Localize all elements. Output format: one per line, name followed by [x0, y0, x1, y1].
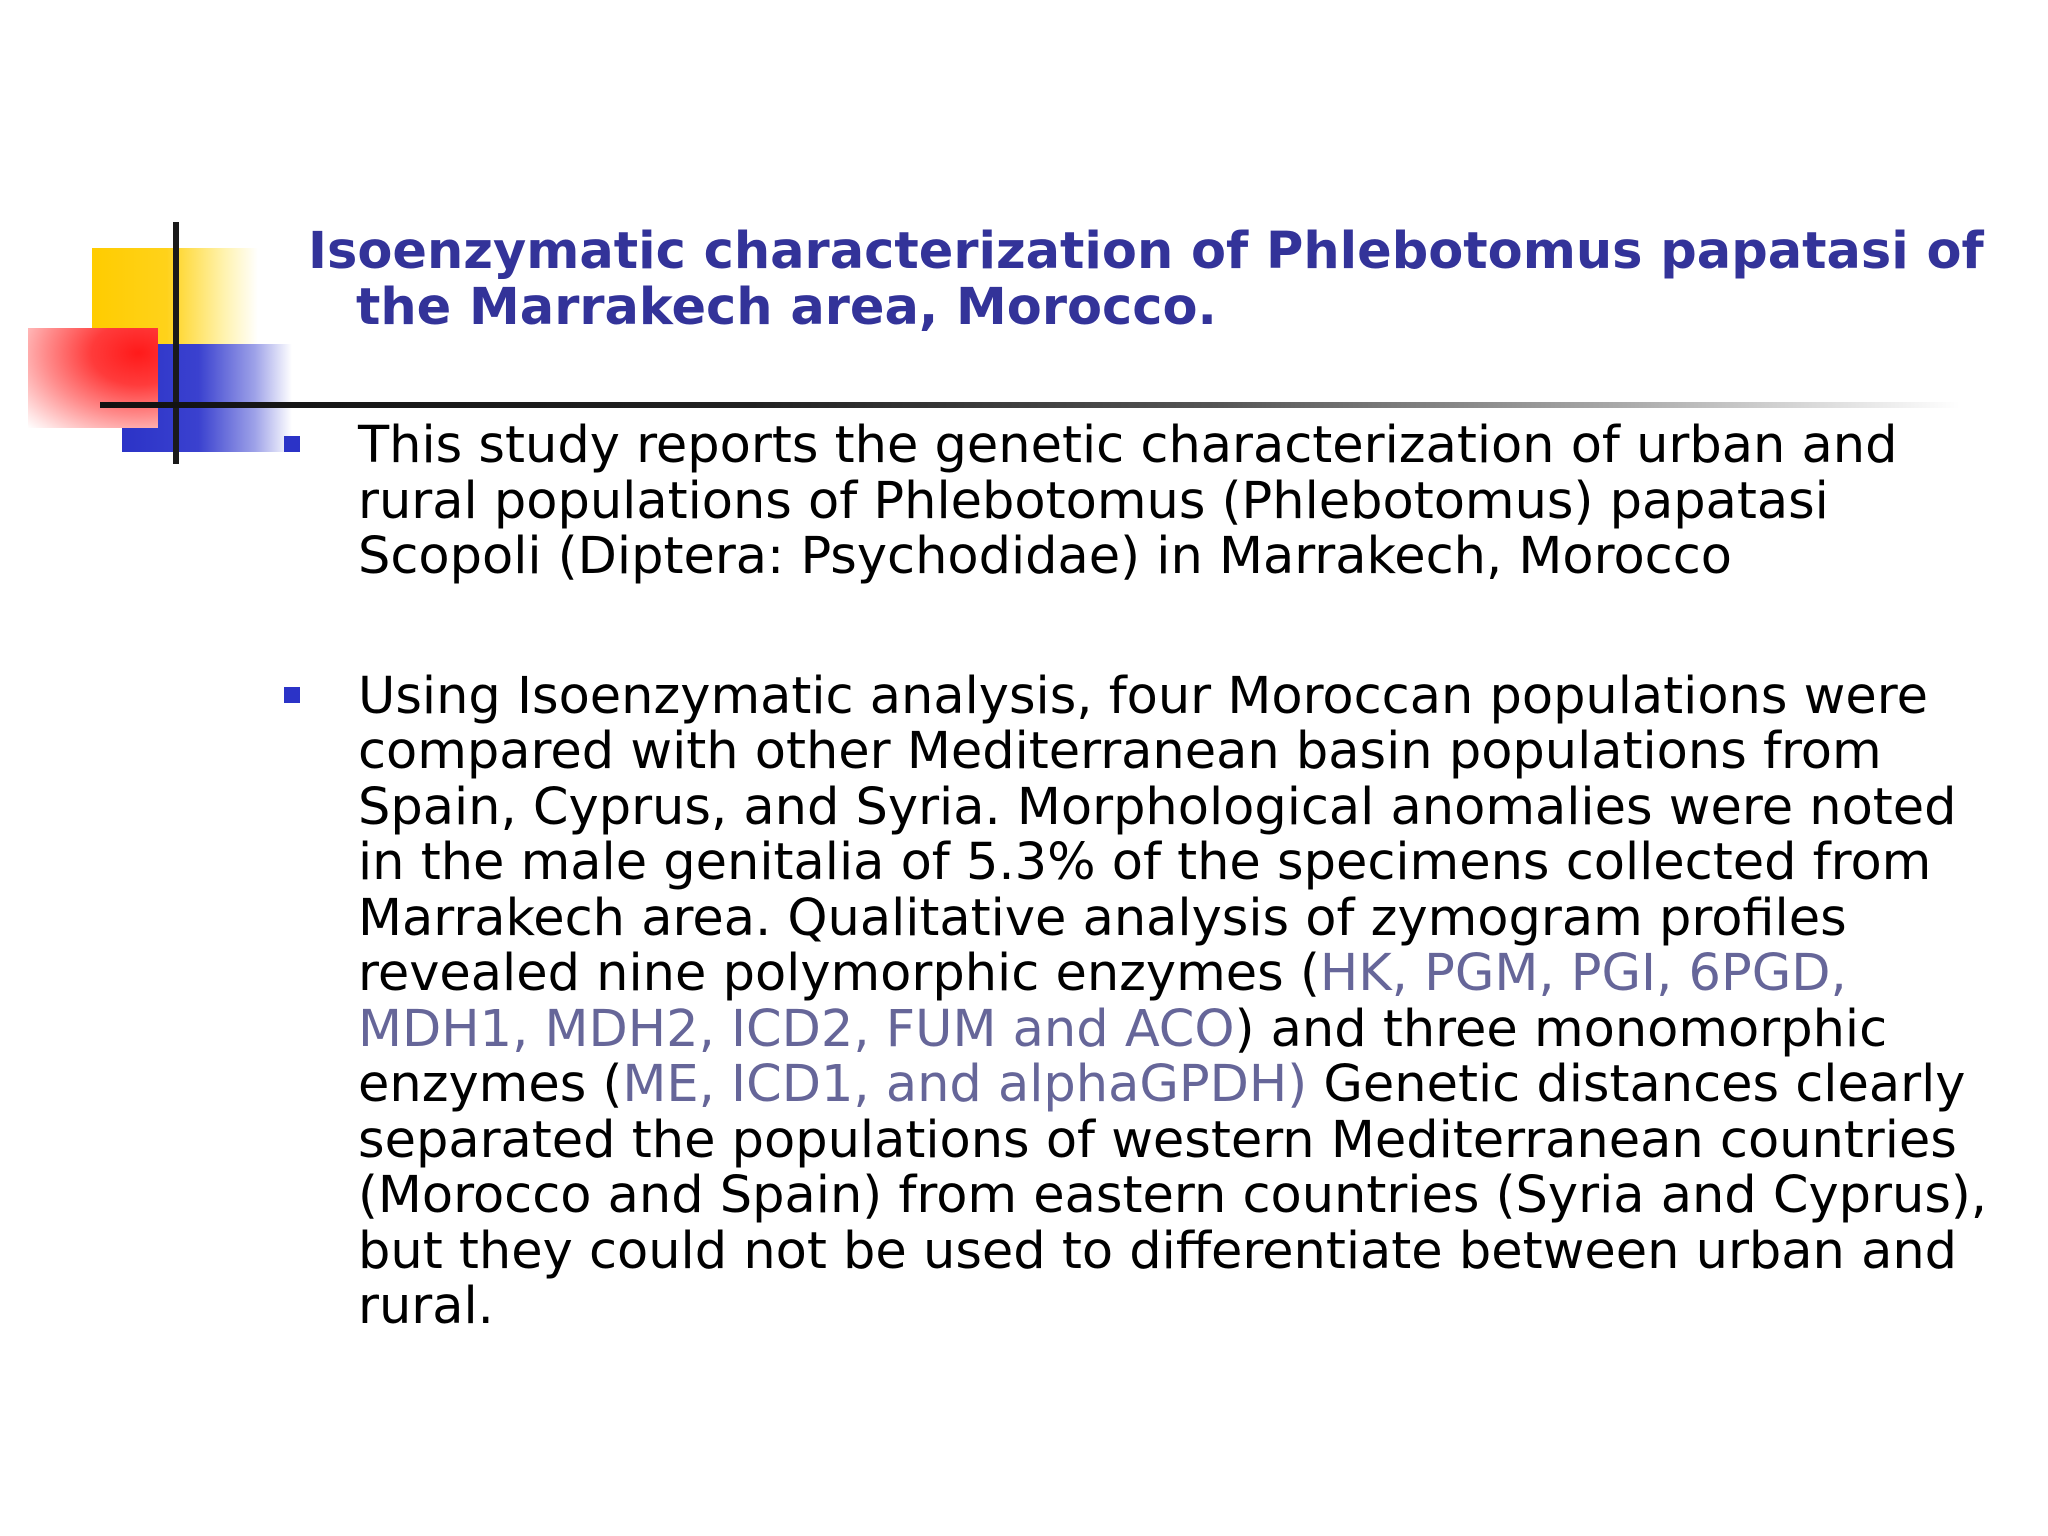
- slide-body: [280, 418, 2010, 1335]
- bullet-text-part1: Using Isoenzymatic analysis, four Moroccan populations were compared with other Mediterranean basin populations from Spain, Cyprus, and Syria. Morphological anomalies were noted in the male genitalia of 5.3% of the specimens collected from Marrakech area. Qualitative analysis of zymogram profiles revealed nine polymorphic enzymes (: [358, 666, 1957, 1003]
- bullet-text-part3: Genetic distances clearly separated the populations of western Mediterranean countries (Morocco and Spain) from eastern countries (Syria and Cyprus), but they could not be used to differentiate between urban and rural.: [358, 1055, 1988, 1336]
- square-bullet-icon: [284, 436, 300, 452]
- monomorphic-enzymes-list: ME, ICD1, and alphaGPDH): [622, 1055, 1308, 1114]
- bullet-item: [280, 666, 2010, 1336]
- bullet-item: [280, 418, 2010, 585]
- polymorphic-enzymes-list: HK, PGM, PGI, 6PGD, MDH1, MDH2, ICD2, FUM and ACO: [358, 944, 1847, 1059]
- decor-vertical-line: [173, 222, 179, 464]
- decor-horizontal-rule: [100, 402, 1960, 408]
- bullet-text-part2: ) and three monomorphic enzymes (: [358, 999, 1888, 1114]
- bullet-text: This study reports the genetic characterization of urban and rural populations of Phlebotomus (Phlebotomus) papatasi Scopoli (Diptera: Psychodidae) in Marrakech, Morocco: [358, 416, 1898, 586]
- slide-title: Isoenzymatic characterization of Phlebotomus papatasi of the Marrakech area, Morocco.: [308, 222, 1984, 337]
- square-bullet-icon: [284, 687, 300, 703]
- decor-red-square: [28, 328, 158, 428]
